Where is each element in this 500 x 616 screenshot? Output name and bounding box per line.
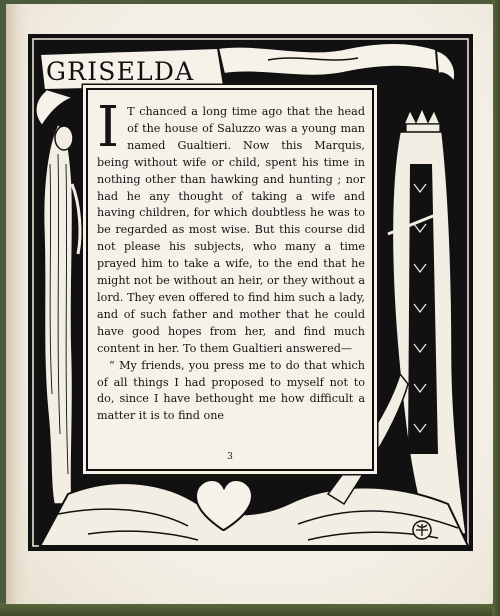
text-panel [86, 88, 374, 471]
book-cover-edge-bottom [0, 603, 500, 616]
book-title: GRISELDA [46, 57, 195, 86]
paragraph-1 [97, 95, 365, 358]
drop-cap: I [97, 95, 120, 160]
paragraph-1-text: T chanced a long time ago that the head of the house of Saluzzo was a young man named Gualtieri. Now this Marquis, being without wife or child, spent his time in nothing other than hawking and hunting ; nor had he any thought of taking a wife and having children, for which doubtless he was to be regarded as most wise. But this course did not please his subjects, who many a time prayed him to take a wife, to the end that he might not be without an heir, or they without a lord. They even offered to find him such a lady, and of such father and mother that he could have good hopes from her, and find much content in her. To them Gualtieri answered— [97, 105, 365, 355]
book-cover-edge-right [492, 0, 500, 616]
paragraph-2: “ My friends, you press me to do that which of all things I had proposed to myself not to do, since I have bethought me how difficult a matter it is to find one [97, 358, 365, 423]
artist-monogram-icon [413, 521, 431, 539]
paper-page [6, 4, 493, 604]
page-gutter-shadow [6, 4, 28, 604]
page-number: 3 [227, 452, 233, 462]
